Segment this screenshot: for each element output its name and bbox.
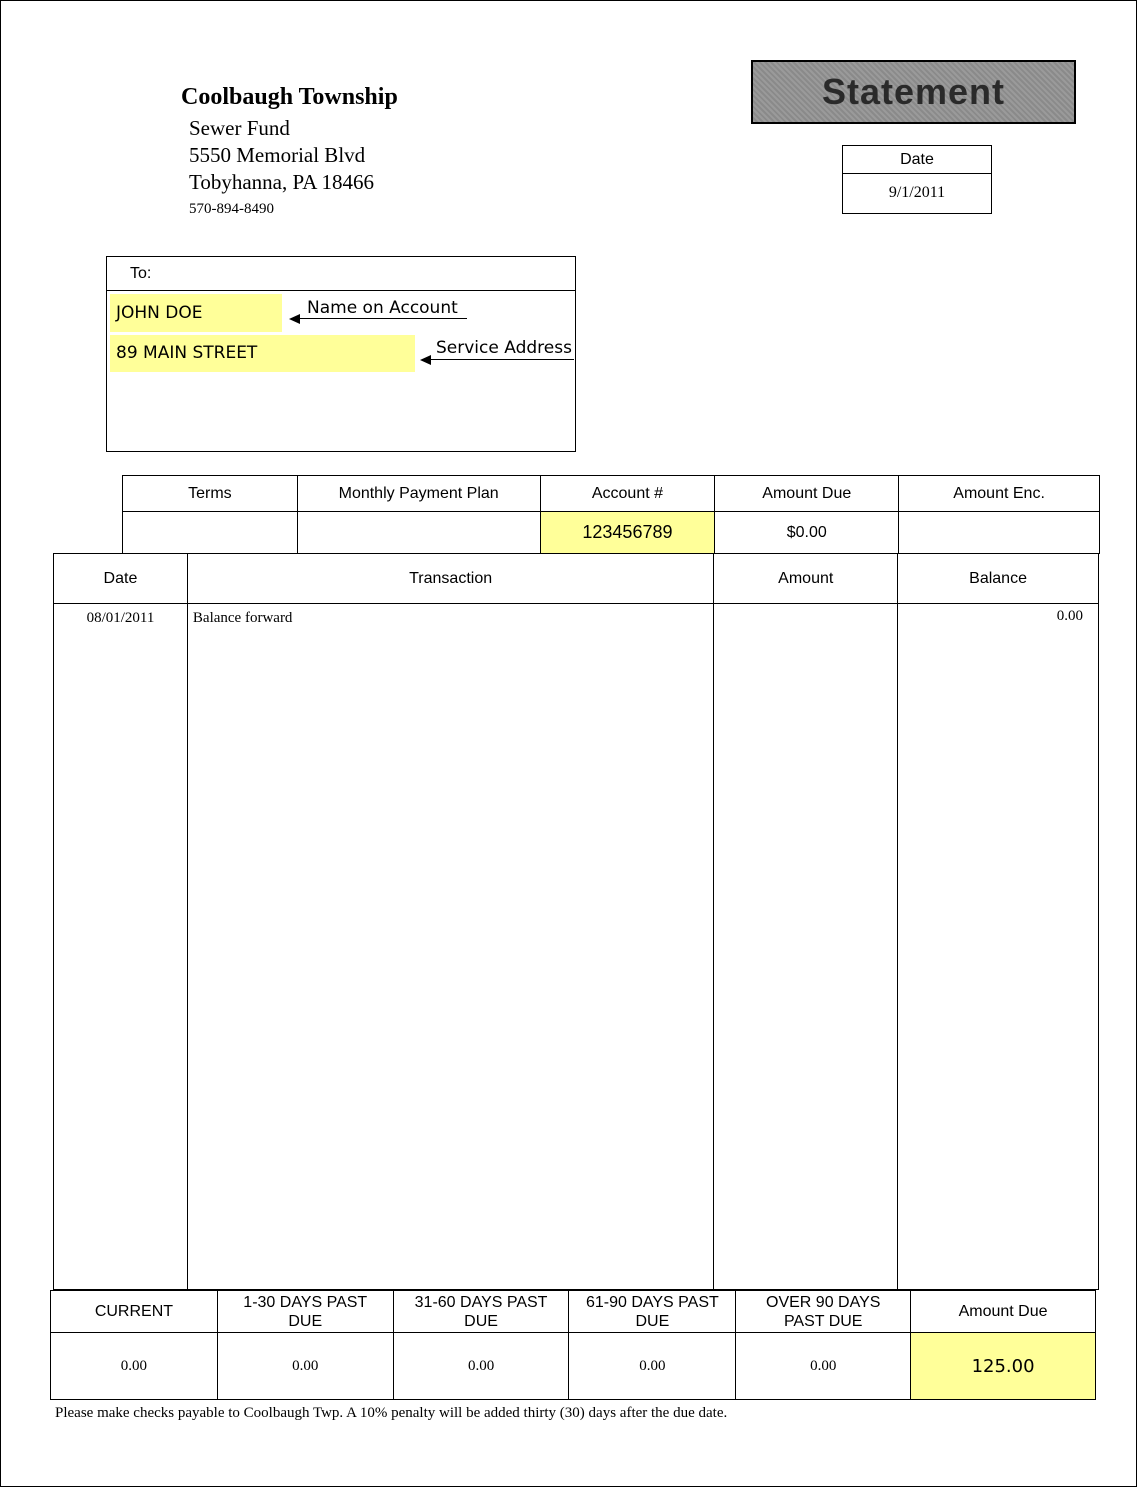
name-arrow-line: [298, 318, 467, 319]
current-header: CURRENT: [51, 1291, 218, 1333]
amount-column-header: Amount: [714, 554, 898, 604]
city-state-zip: Tobyhanna, PA 18466: [189, 170, 375, 194]
amount-due-value: $0.00: [715, 512, 899, 554]
aging-61-90-header: 61-90 DAYS PAST DUE: [569, 1291, 736, 1333]
terms-header: Terms: [123, 476, 298, 512]
statement-title-box: [751, 60, 1076, 124]
total-amount-due: 125.00: [911, 1333, 1096, 1400]
street-address: 5550 Memorial Blvd: [189, 143, 366, 167]
address-annotation: Service Address: [436, 338, 572, 358]
aging-31-60-header: 31-60 DAYS PAST DUE: [393, 1291, 569, 1333]
transaction-date: 08/01/2011: [54, 604, 188, 1290]
service-address: 89 MAIN STREET: [110, 335, 415, 372]
name-annotation: Name on Account: [307, 298, 458, 318]
aging-1-30-value: 0.00: [217, 1333, 393, 1400]
aging-1-30-header: 1-30 DAYS PAST DUE: [217, 1291, 393, 1333]
transaction-balance: 0.00: [898, 604, 1099, 1290]
aging-table: [50, 1290, 1096, 1400]
name-arrowhead-icon: [289, 314, 300, 324]
aging-over-90-value: 0.00: [736, 1333, 911, 1400]
terms-value: [123, 512, 298, 554]
amount-enclosed-value: [899, 512, 1100, 554]
balance-column-header: Balance: [898, 554, 1099, 604]
address-arrowhead-icon: [420, 355, 431, 365]
company-name: Coolbaugh Township: [181, 84, 398, 110]
payment-plan-header: Monthly Payment Plan: [297, 476, 540, 512]
phone-number: 570-894-8490: [189, 201, 274, 217]
amount-enclosed-header: Amount Enc.: [899, 476, 1100, 512]
amount-due-header: Amount Due: [715, 476, 899, 512]
fund-name: Sewer Fund: [189, 116, 290, 140]
statement-date: 9/1/2011: [888, 184, 946, 201]
aging-amount-due-header: Amount Due: [911, 1291, 1096, 1333]
transactions-table: [53, 553, 1099, 1290]
statement-title: Statement: [821, 71, 1006, 112]
date-column-header: Date: [54, 554, 188, 604]
aging-31-60-value: 0.00: [393, 1333, 569, 1400]
aging-over-90-header: OVER 90 DAYS PAST DUE: [736, 1291, 911, 1333]
transaction-column-header: Transaction: [187, 554, 713, 604]
account-number: 123456789: [540, 512, 715, 554]
aging-61-90-value: 0.00: [569, 1333, 736, 1400]
table-row: [54, 604, 1099, 1290]
date-label: Date: [843, 146, 991, 174]
to-label: To:: [107, 257, 575, 291]
payment-plan-value: [297, 512, 540, 554]
summary-table: [122, 475, 1100, 554]
transaction-description: Balance forward: [187, 604, 713, 1290]
current-value: 0.00: [51, 1333, 218, 1400]
footer-note: Please make checks payable to Coolbaugh Twp. A 10% penalty will be added thirty (30) days after the due date.: [55, 1405, 728, 1421]
address-arrow-line: [429, 359, 574, 360]
date-box: [842, 145, 992, 214]
transaction-amount: [714, 604, 898, 1290]
account-number-header: Account #: [540, 476, 715, 512]
account-name: JOHN DOE: [110, 294, 282, 332]
